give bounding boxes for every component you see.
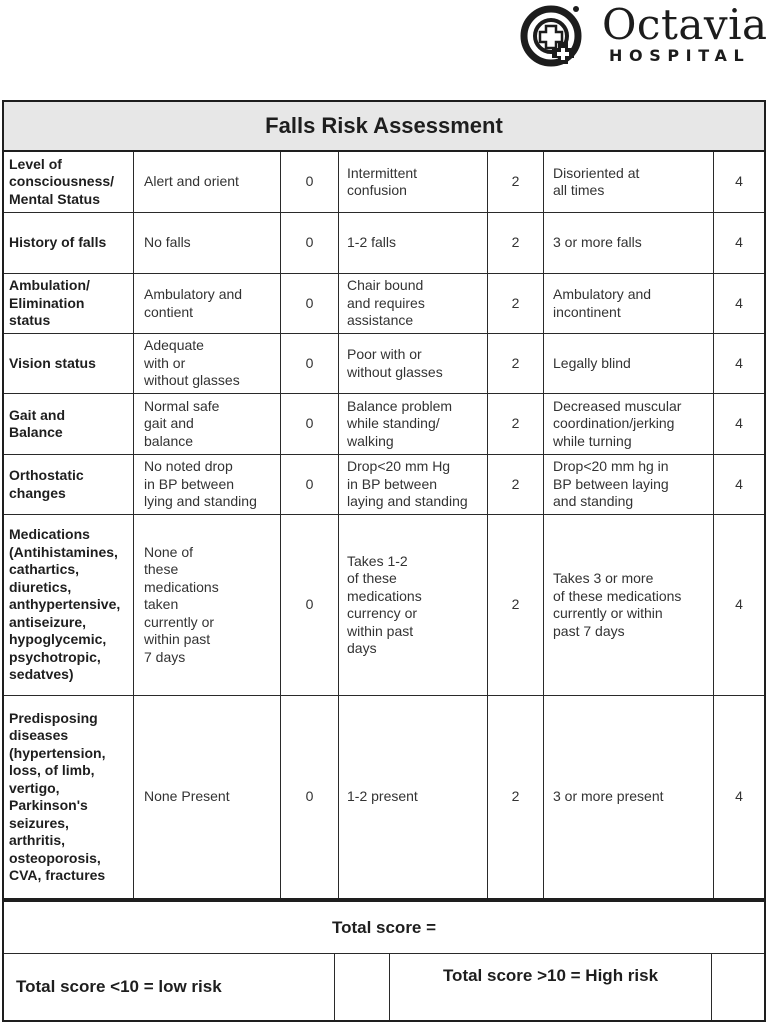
- high-score: 4: [735, 173, 743, 190]
- mid-score: 2: [488, 515, 544, 695]
- high-score: 4: [735, 294, 743, 311]
- low-description: Alert and orient: [134, 152, 281, 212]
- high-description: 3 or more falls: [544, 213, 714, 273]
- low-description: Normal safe gait and balance: [134, 394, 281, 454]
- falls-risk-table: [2, 100, 766, 900]
- mid-score: 2: [488, 274, 544, 333]
- high-score: 4: [735, 354, 743, 371]
- hospital-logo: [518, 0, 768, 72]
- mid-score: 2: [488, 213, 544, 273]
- table-row: [4, 213, 764, 274]
- high-description: Drop<20 mm hg in BP between laying and standing: [544, 455, 714, 514]
- mid-description: Balance problem while standing/ walking: [339, 394, 488, 454]
- high-description: Takes 3 or more of these medications currently or within past 7 days: [544, 515, 714, 695]
- total-score-label: Total score =: [4, 902, 764, 954]
- risk-legend-row: [4, 954, 764, 1020]
- low-score: 0: [281, 696, 339, 898]
- table-row: [4, 455, 764, 515]
- hospital-subtitle: HOSPITAL: [609, 46, 751, 65]
- mid-score: 2: [488, 696, 544, 898]
- high-description: Ambulatory and incontinent: [544, 274, 714, 333]
- high-score: 4: [735, 596, 743, 613]
- mid-description: Drop<20 mm Hg in BP between laying and standing: [339, 455, 488, 514]
- mid-description: Chair bound and requires assistance: [339, 274, 488, 333]
- criterion-label: Vision status: [4, 334, 134, 393]
- hospital-cross-icon: [520, 0, 586, 72]
- criterion-label: Level of consciousness/ Mental Status: [4, 152, 134, 212]
- criterion-label: Orthostatic changes: [4, 455, 134, 514]
- high-description: 3 or more present: [544, 696, 714, 898]
- criterion-label: Medications (Antihistamines, cathartics, diuretics, anthypertensive, antiseizure, hypoglycemic, psychotropic, sedatves): [4, 515, 134, 695]
- low-description: Ambulatory and contient: [134, 274, 281, 333]
- criterion-label: Ambulation/ Elimination status: [4, 274, 134, 333]
- high-risk-label: Total score >10 = High risk: [390, 954, 712, 1020]
- high-risk-checkbox[interactable]: [712, 954, 764, 1020]
- criterion-label: History of falls: [4, 213, 134, 273]
- low-score: 0: [281, 274, 339, 333]
- low-description: Adequate with or without glasses: [134, 334, 281, 393]
- mid-score: 2: [488, 334, 544, 393]
- table-row: [4, 334, 764, 394]
- mid-score: 2: [488, 455, 544, 514]
- mid-description: Intermittent confusion: [339, 152, 488, 212]
- table-row: [4, 274, 764, 334]
- mid-description: 1-2 present: [339, 696, 488, 898]
- table-row: [4, 515, 764, 696]
- mid-description: Takes 1-2 of these medications currency or within past days: [339, 515, 488, 695]
- low-risk-checkbox[interactable]: [335, 954, 390, 1020]
- low-risk-label: Total score <10 = low risk: [4, 954, 335, 1020]
- high-description: Legally blind: [544, 334, 714, 393]
- high-score: 4: [735, 475, 743, 492]
- low-description: None of these medications taken currently or within past 7 days: [134, 515, 281, 695]
- mid-description: Poor with or without glasses: [339, 334, 488, 393]
- criterion-label: Predisposing diseases (hypertension, loss, of limb, vertigo, Parkinson's seizures, arthritis, osteoporosis, CVA, fractures: [4, 696, 134, 898]
- criterion-label: Gait and Balance: [4, 394, 134, 454]
- table-row: [4, 394, 764, 455]
- low-score: 0: [281, 334, 339, 393]
- low-score: 0: [281, 213, 339, 273]
- high-score: 4: [735, 415, 743, 432]
- low-description: None Present: [134, 696, 281, 898]
- high-score: 4: [735, 234, 743, 251]
- mid-score: 2: [488, 394, 544, 454]
- low-score: 0: [281, 394, 339, 454]
- score-summary: [2, 900, 766, 1022]
- hospital-name: Octavia: [602, 0, 768, 49]
- high-description: Decreased muscular coordination/jerking while turning: [544, 394, 714, 454]
- low-score: 0: [281, 455, 339, 514]
- assessment-rows: [4, 152, 764, 898]
- low-score: 0: [281, 515, 339, 695]
- low-score: 0: [281, 152, 339, 212]
- table-row: [4, 696, 764, 898]
- high-description: Disoriented at all times: [544, 152, 714, 212]
- mid-score: 2: [488, 152, 544, 212]
- table-row: [4, 152, 764, 213]
- low-description: No noted drop in BP between lying and standing: [134, 455, 281, 514]
- low-description: No falls: [134, 213, 281, 273]
- form-title: Falls Risk Assessment: [4, 102, 764, 152]
- high-score: 4: [735, 788, 743, 805]
- mid-description: 1-2 falls: [339, 213, 488, 273]
